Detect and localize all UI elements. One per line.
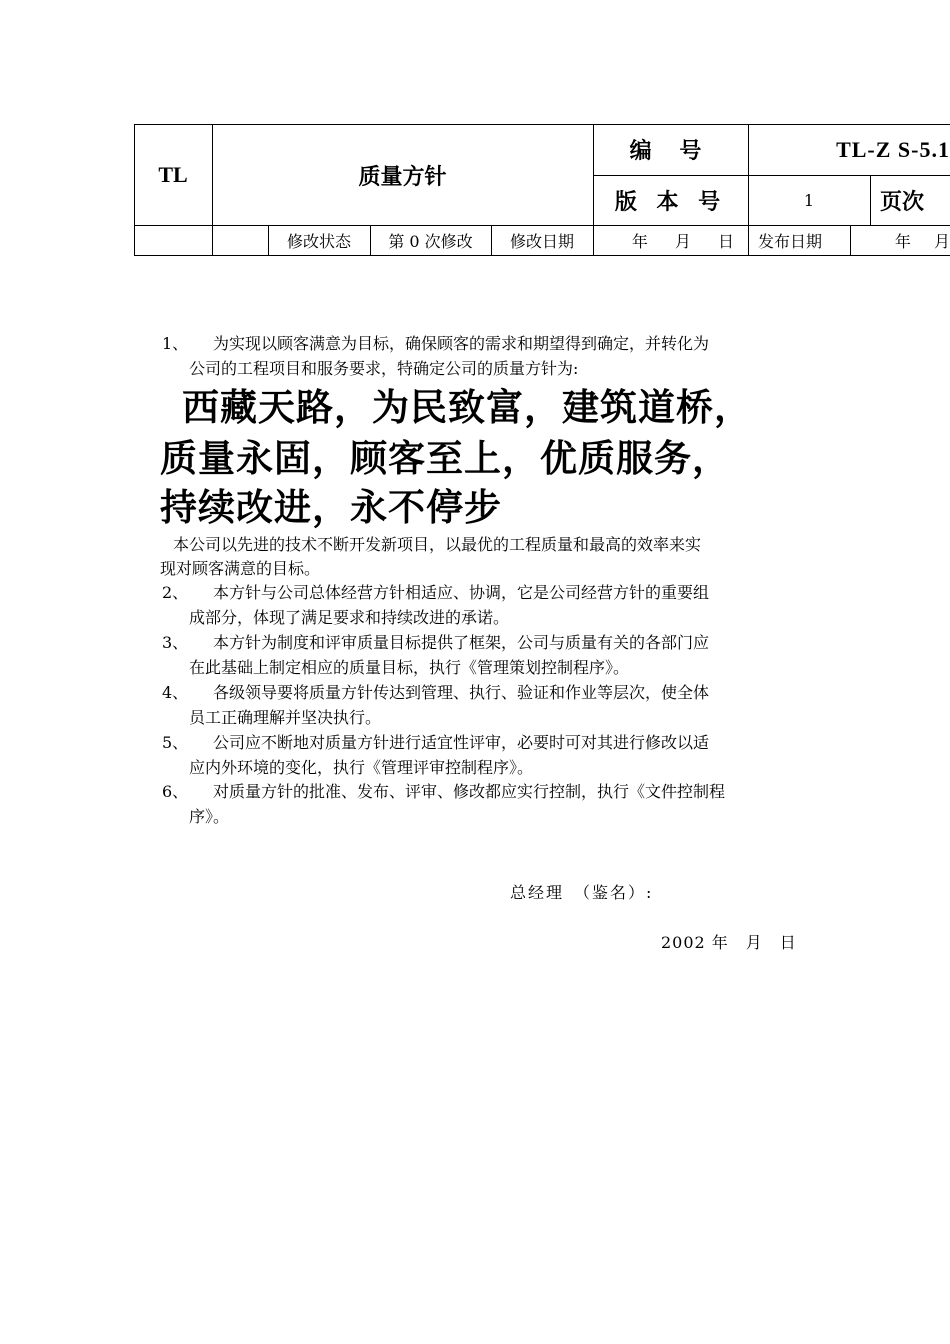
revision-status-label: 修改状态: [286, 231, 351, 251]
general-manager-signature-label: 总经理 （鉴名）:: [510, 883, 654, 902]
quality-policy-slogan-line-2: 质量永固，顾客至上，优质服务，: [160, 436, 730, 480]
intro-line-2: 现对顾客满意的目标。: [160, 559, 321, 578]
quality-policy-slogan-line-1: 西藏天路，为民致富，建筑道桥，: [182, 385, 752, 429]
item-4-number: 4、: [162, 683, 189, 702]
item-1-number: 1、: [162, 334, 189, 353]
page-label: 页次: [880, 189, 925, 215]
item-2-line-1: 本方针与公司总体经营方针相适应、协调，它是公司经营方针的重要组: [213, 583, 710, 602]
publish-date-label: 发布日期: [758, 231, 823, 251]
item-3-line-2: 在此基础上制定相应的质量目标，执行《管理策划控制程序》。: [189, 658, 630, 677]
doc-number-label: 编 号: [629, 138, 712, 164]
doc-number: TL-Z S-5.1: [836, 136, 950, 162]
quality-policy-slogan-line-3: 持续改进，永不停步: [160, 485, 502, 529]
item-2-number: 2、: [162, 583, 189, 602]
item-1-line-2: 公司的工程项目和服务要求，特确定公司的质量方针为:: [189, 359, 579, 378]
item-4-line-1: 各级领导要将质量方针传达到管理、执行、验证和作业等层次，使全体: [213, 683, 710, 702]
version-value: 1: [803, 191, 815, 210]
item-3-number: 3、: [162, 633, 189, 652]
company-code: TL: [158, 162, 188, 187]
revision-value: 第 0 次修改: [388, 231, 473, 251]
item-2-line-2: 成部分，体现了满足要求和持续改进的承诺。: [189, 608, 510, 627]
item-5-line-1: 公司应不断地对质量方针进行适宜性评审，必要时可对其进行修改以适: [213, 733, 710, 752]
version-label: 版 本 号: [614, 189, 727, 215]
item-5-line-2: 应内外环境的变化，执行《管理评审控制程序》。: [189, 758, 534, 777]
item-3-line-1: 本方针为制度和评审质量目标提供了框架，公司与质量有关的各部门应: [213, 633, 710, 652]
publish-date-value: 年 月: [894, 231, 950, 251]
item-6-number: 6、: [162, 782, 189, 801]
revision-date-label: 修改日期: [509, 231, 574, 251]
signature-date: 2002 年 月 日: [661, 933, 797, 952]
header-table: [134, 124, 950, 256]
revision-date-value: 年 月 日: [631, 231, 738, 251]
item-4-line-2: 员工正确理解并坚决执行。: [189, 708, 382, 727]
item-6-line-2: 序》。: [189, 807, 230, 826]
item-5-number: 5、: [162, 733, 189, 752]
item-6-line-1: 对质量方针的批准、发布、评审、修改都应实行控制，执行《文件控制程: [213, 782, 726, 801]
intro-line-1: 本公司以先进的技术不断开发新项目，以最优的工程质量和最高的效率来实: [173, 535, 702, 554]
document-title: 质量方针: [358, 163, 447, 190]
item-1-line-1: 为实现以顾客满意为目标，确保顾客的需求和期望得到确定，并转化为: [213, 334, 710, 353]
